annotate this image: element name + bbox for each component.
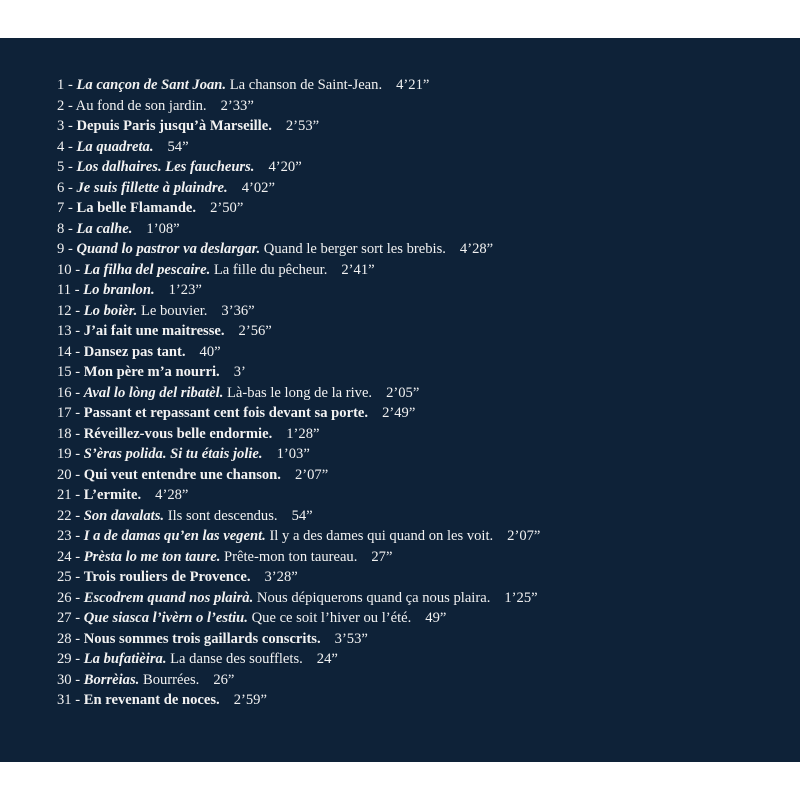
- track-duration: 1’08”: [146, 220, 180, 237]
- track-duration: 1’03”: [276, 446, 310, 462]
- track-number: 10: [57, 261, 72, 278]
- track-title: La filha del pescaire.: [83, 261, 211, 278]
- track-duration: 2’53”: [285, 118, 320, 134]
- track-duration: 3’36”: [221, 302, 255, 319]
- track-row: 26 - Escodrem quand nos plairà. Nous dépiquerons quand ça nous plaira. 1’25”: [57, 589, 538, 606]
- track-translation: Il y a des dames qui quand on les voit.: [269, 528, 494, 544]
- track-number: 12: [57, 302, 72, 319]
- track-row: 15 - Mon père m’a nourri. 3’: [57, 364, 246, 380]
- track-row: 31 - En revenant de noces. 2’59”: [57, 692, 267, 708]
- track-duration: 40”: [199, 343, 221, 360]
- track-number: 25: [57, 569, 72, 585]
- track-number: 23: [57, 528, 72, 544]
- track-title: Que siasca l’ivèrn o l’estiu.: [83, 610, 248, 626]
- track-translation: Là-bas le long de la rive.: [227, 384, 373, 401]
- track-title: Mon père m’a nourri.: [83, 364, 220, 380]
- track-duration: 3’53”: [334, 630, 368, 647]
- track-title: Prèsta lo me ton taure.: [83, 548, 221, 565]
- track-translation: Que ce soit l’hiver ou l’été.: [251, 610, 412, 626]
- track-title: Lo branlon.: [83, 282, 155, 298]
- track-number: 18: [57, 425, 72, 442]
- track-row: 3 - Depuis Paris jusqu’à Marseille. 2’53”: [57, 118, 320, 134]
- track-number: 16: [57, 384, 72, 401]
- track-duration: 2’50”: [210, 200, 244, 216]
- track-row: 30 - Borrèias. Bourrées. 26”: [57, 671, 235, 688]
- track-title: I a de damas qu’en las vegent.: [83, 528, 266, 544]
- track-translation: Bourrées.: [142, 671, 200, 688]
- track-duration: 1’25”: [504, 589, 538, 606]
- track-duration: 4’28”: [459, 241, 494, 257]
- track-number: 2: [57, 97, 65, 114]
- track-number: 17: [57, 405, 72, 421]
- track-title: L’ermite.: [83, 487, 142, 503]
- track-row: 6 - Je suis fillette à plaindre. 4’02”: [57, 179, 275, 196]
- track-title: La quadreta.: [76, 138, 154, 155]
- track-number: 5: [57, 159, 65, 175]
- track-duration: 2’33”: [220, 97, 254, 114]
- track-translation: Nous dépiquerons quand ça nous plaira.: [256, 589, 491, 606]
- track-duration: 3’: [233, 364, 246, 380]
- track-row: 21 - L’ermite. 4’28”: [57, 487, 189, 503]
- track-number: 22: [57, 507, 72, 524]
- track-row: 17 - Passant et repassant cent fois devant sa porte. 2’49”: [57, 405, 416, 421]
- track-title: Borrèias.: [83, 671, 140, 688]
- track-number: 29: [57, 651, 72, 667]
- track-number: 8: [57, 220, 65, 237]
- track-title: Passant et repassant cent fois devant sa porte.: [83, 405, 369, 421]
- track-number: 27: [57, 610, 72, 626]
- track-row: 12 - Lo boièr. Le bouvier. 3’36”: [57, 302, 255, 319]
- track-row: 23 - I a de damas qu’en las vegent. Il y a des dames qui quand on les voit. 2’07”: [57, 528, 541, 544]
- track-number: 20: [57, 466, 72, 483]
- track-duration: 2’07”: [507, 528, 541, 544]
- track-translation: La chanson de Saint-Jean.: [229, 77, 383, 93]
- track-translation: Le bouvier.: [140, 302, 208, 319]
- track-number: 21: [57, 487, 72, 503]
- track-number: 26: [57, 589, 72, 606]
- track-row: 18 - Réveillez-vous belle endormie. 1’28”: [57, 425, 320, 442]
- track-translation: Ils sont descendus.: [167, 507, 278, 524]
- track-number: 24: [57, 548, 72, 565]
- track-title: La bufatièira.: [83, 651, 167, 667]
- track-row: 24 - Prèsta lo me ton taure. Prête-mon ton taureau. 27”: [57, 548, 393, 565]
- track-row: 22 - Son davalats. Ils sont descendus. 54”: [57, 507, 313, 524]
- track-title: La belle Flamande.: [76, 200, 197, 216]
- track-number: 13: [57, 323, 72, 339]
- track-title: Depuis Paris jusqu’à Marseille.: [76, 118, 272, 134]
- track-duration: 4’21”: [396, 77, 430, 93]
- track-number: 14: [57, 343, 72, 360]
- track-number: 4: [57, 138, 65, 155]
- track-duration: 1’23”: [168, 282, 202, 298]
- track-number: 15: [57, 364, 72, 380]
- track-number: 19: [57, 446, 72, 462]
- track-duration: 2’41”: [341, 261, 375, 278]
- track-row: 10 - La filha del pescaire. La fille du pêcheur. 2’41”: [57, 261, 375, 278]
- track-number: 30: [57, 671, 72, 688]
- track-duration: 24”: [316, 651, 338, 667]
- track-translation: Au fond de son jardin.: [75, 97, 207, 114]
- track-row: 4 - La quadreta. 54”: [57, 138, 189, 155]
- track-translation: Prête-mon ton taureau.: [224, 548, 358, 565]
- track-list-panel: [0, 38, 800, 762]
- track-title: Lo boièr.: [83, 302, 138, 319]
- track-row: 14 - Dansez pas tant. 40”: [57, 343, 221, 360]
- track-row: 8 - La calhe. 1’08”: [57, 220, 180, 237]
- track-duration: 2’07”: [294, 466, 329, 483]
- track-number: 28: [57, 630, 72, 647]
- track-list: [57, 75, 540, 711]
- track-title: S’èras polida. Si tu étais jolie.: [83, 446, 263, 462]
- track-title: Son davalats.: [83, 507, 165, 524]
- track-title: Aval lo lòng del ribatèl.: [83, 384, 224, 401]
- track-title: Dansez pas tant.: [83, 343, 186, 360]
- track-title: Trois rouliers de Provence.: [83, 569, 251, 585]
- track-title: En revenant de noces.: [83, 692, 220, 708]
- track-number: 1: [57, 77, 65, 93]
- track-title: Escodrem quand nos plairà.: [83, 589, 254, 606]
- track-row: 29 - La bufatièira. La danse des soufflets. 24”: [57, 651, 338, 667]
- track-duration: 3’28”: [264, 569, 298, 585]
- track-title: Qui veut entendre une chanson.: [83, 466, 281, 483]
- track-row: 20 - Qui veut entendre une chanson. 2’07”: [57, 466, 329, 483]
- track-row: 27 - Que siasca l’ivèrn o l’estiu. Que ce soit l’hiver ou l’été. 49”: [57, 610, 447, 626]
- track-title: La calhe.: [76, 220, 133, 237]
- track-number: 11: [57, 282, 72, 298]
- track-duration: 2’56”: [238, 323, 272, 339]
- track-duration: 4’02”: [241, 179, 275, 196]
- track-duration: 4’28”: [155, 487, 189, 503]
- track-row: 13 - J’ai fait une maitresse. 2’56”: [57, 323, 272, 339]
- track-duration: 26”: [213, 671, 235, 688]
- track-row: 19 - S’èras polida. Si tu étais jolie. 1’03”: [57, 446, 310, 462]
- track-title: Je suis fillette à plaindre.: [76, 179, 228, 196]
- track-duration: 49”: [425, 610, 447, 626]
- track-row: 9 - Quand lo pastror va deslargar. Quand le berger sort les brebis. 4’28”: [57, 241, 494, 257]
- track-duration: 54”: [167, 138, 189, 155]
- track-row: 5 - Los dalhaires. Les faucheurs. 4’20”: [57, 159, 302, 175]
- track-duration: 2’59”: [233, 692, 267, 708]
- track-row: 16 - Aval lo lòng del ribatèl. Là-bas le long de la rive. 2’05”: [57, 384, 420, 401]
- track-number: 7: [57, 200, 65, 216]
- track-number: 3: [57, 118, 65, 134]
- track-row: 1 - La cançon de Sant Joan. La chanson de Saint-Jean. 4’21”: [57, 77, 430, 93]
- track-duration: 27”: [371, 548, 393, 565]
- track-row: 11 - Lo branlon. 1’23”: [57, 282, 202, 298]
- track-number: 6: [57, 179, 65, 196]
- track-row: 7 - La belle Flamande. 2’50”: [57, 200, 244, 216]
- track-duration: 2’05”: [386, 384, 420, 401]
- track-title: La cançon de Sant Joan.: [76, 77, 227, 93]
- track-translation: La fille du pêcheur.: [213, 261, 328, 278]
- track-row: 25 - Trois rouliers de Provence. 3’28”: [57, 569, 298, 585]
- track-duration: 2’49”: [382, 405, 416, 421]
- track-translation: La danse des soufflets.: [170, 651, 303, 667]
- track-duration: 54”: [291, 507, 313, 524]
- track-number: 31: [57, 692, 72, 708]
- track-number: 9: [57, 241, 65, 257]
- track-translation: Quand le berger sort les brebis.: [263, 241, 446, 257]
- track-title: J’ai fait une maitresse.: [83, 323, 225, 339]
- track-title: Quand lo pastror va deslargar.: [76, 241, 261, 257]
- track-duration: 4’20”: [268, 159, 302, 175]
- track-duration: 1’28”: [286, 425, 320, 442]
- track-row: 28 - Nous sommes trois gaillards conscrits. 3’53”: [57, 630, 368, 647]
- track-title: Los dalhaires. Les faucheurs.: [76, 159, 255, 175]
- track-title: Nous sommes trois gaillards conscrits.: [83, 630, 321, 647]
- track-title: Réveillez-vous belle endormie.: [83, 425, 273, 442]
- track-row: 2 - Au fond de son jardin. 2’33”: [57, 97, 254, 114]
